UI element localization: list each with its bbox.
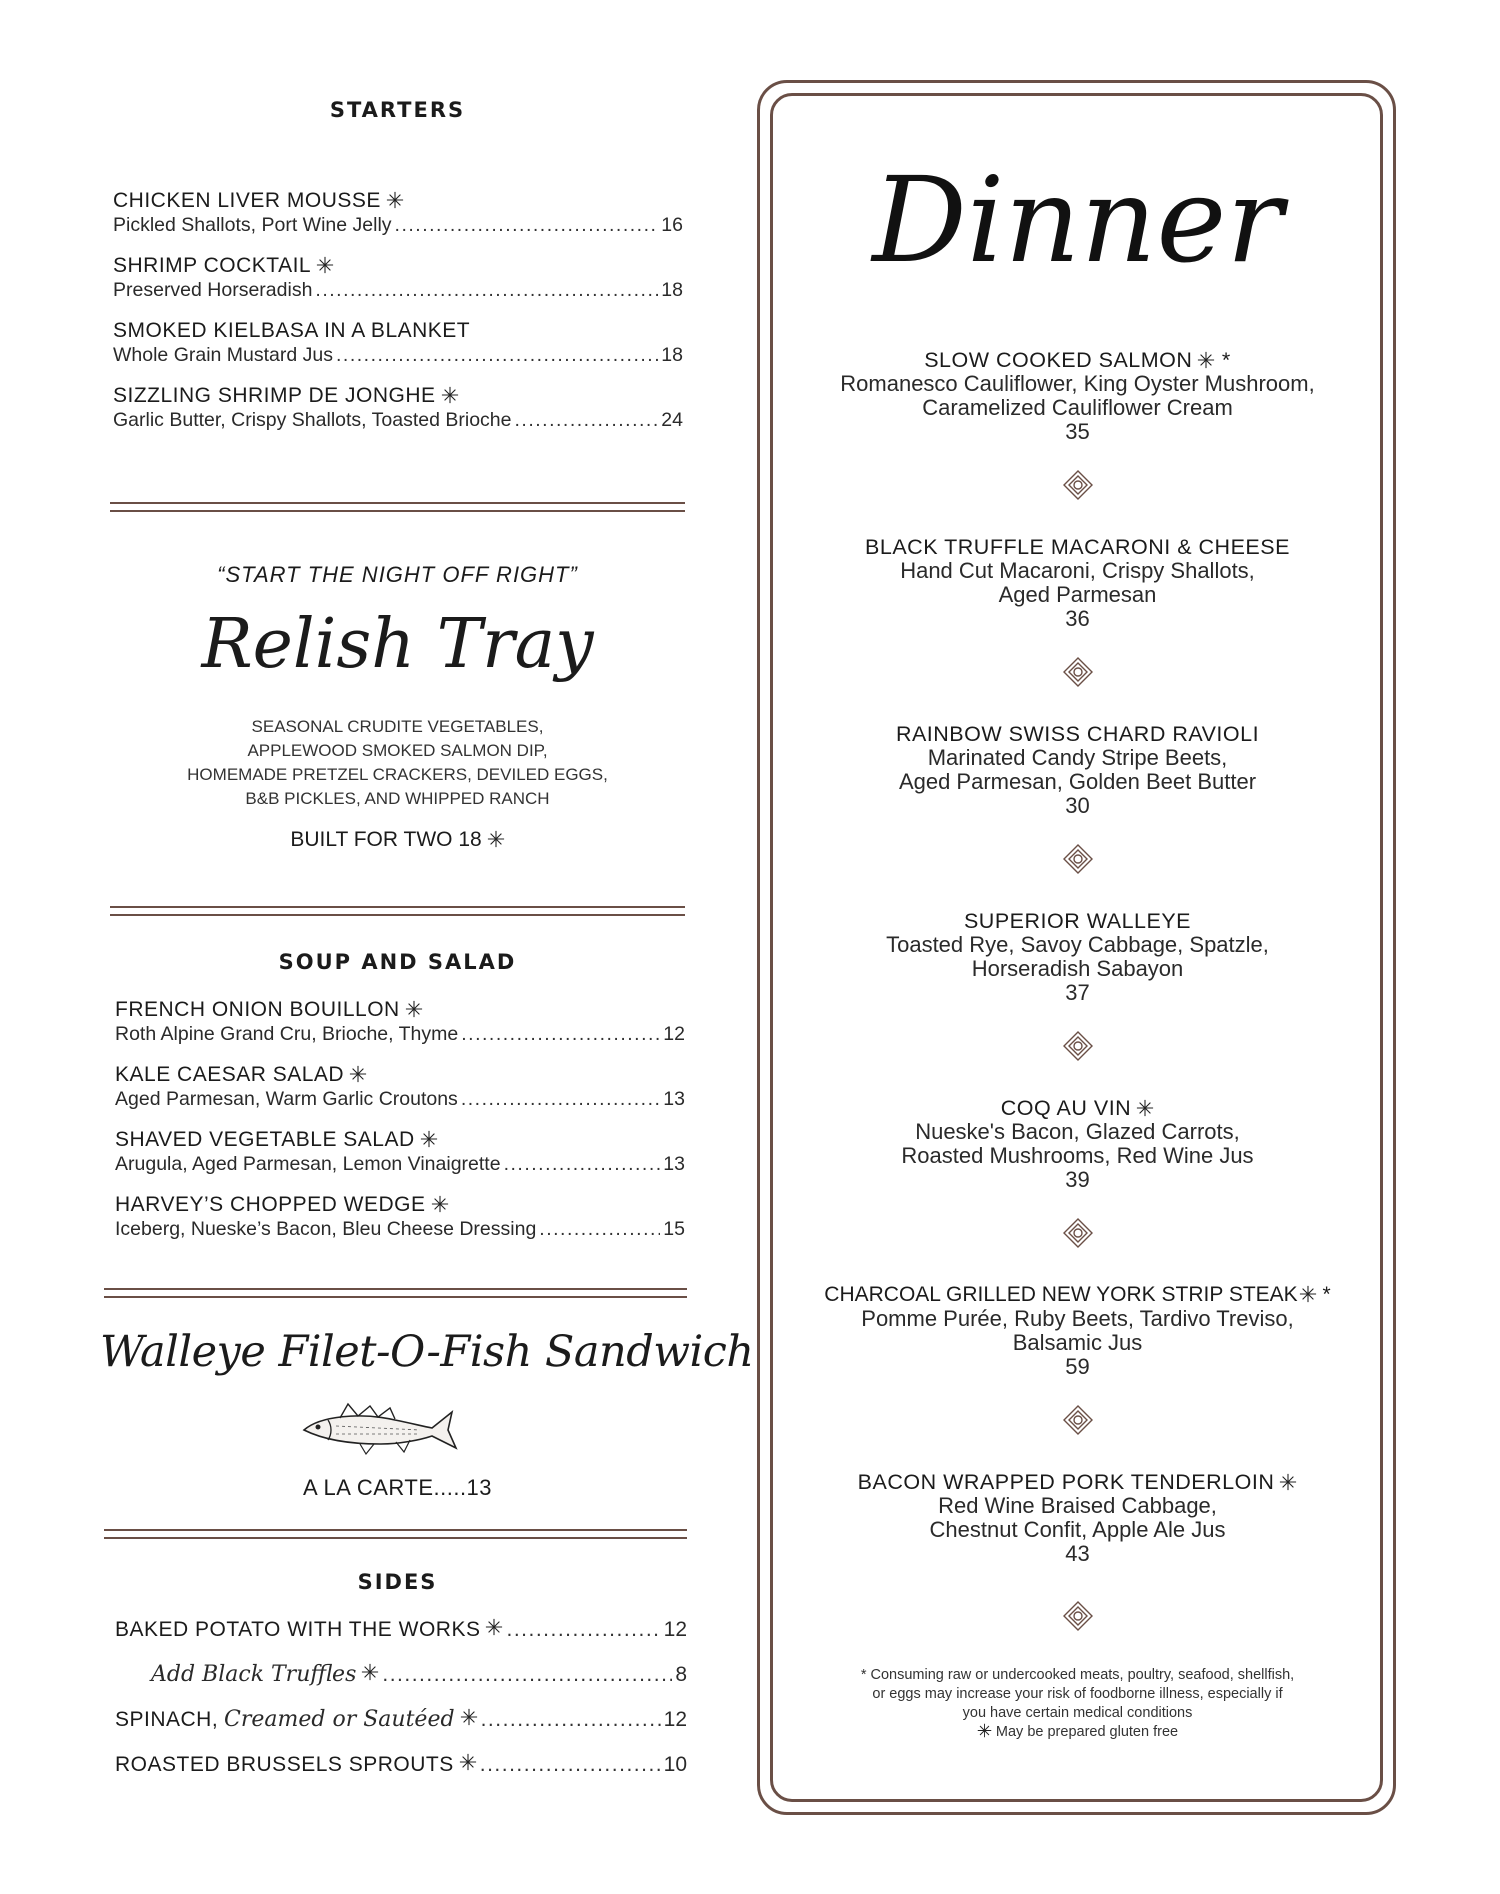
item-description: Pickled Shallots, Port Wine Jelly bbox=[113, 214, 392, 236]
dinner-dish bbox=[790, 1470, 1365, 1566]
item-name: FRENCH ONION BOUILLON bbox=[115, 998, 400, 1021]
item-price: 13 bbox=[663, 1153, 685, 1175]
item-name: SIZZLING SHRIMP DE JONGHE bbox=[113, 384, 436, 407]
item-name: CHICKEN LIVER MOUSSE bbox=[113, 189, 381, 212]
raw-warning-mark: * bbox=[1322, 1283, 1331, 1306]
dish-description: Toasted Rye, Savoy Cabbage, Spatzle, bbox=[886, 932, 1269, 957]
item-price: 12 bbox=[663, 1618, 687, 1641]
menu-item bbox=[113, 253, 683, 302]
diamond-ornament-icon bbox=[1063, 657, 1093, 687]
item-description: Iceberg, Nueske’s Bacon, Bleu Cheese Dressing bbox=[115, 1218, 537, 1240]
fish-icon bbox=[300, 1398, 460, 1458]
note-line: you have certain medical conditions bbox=[962, 1705, 1193, 1721]
menu-item bbox=[115, 1192, 685, 1241]
dish-price: 36 bbox=[1065, 606, 1090, 631]
relish-description bbox=[110, 715, 685, 811]
dish-price: 35 bbox=[1065, 419, 1090, 444]
dish-description: Chestnut Confit, Apple Ale Jus bbox=[929, 1517, 1226, 1542]
dish-description: Balsamic Jus bbox=[1012, 1330, 1143, 1355]
soup-salad-list bbox=[115, 997, 685, 1257]
item-name: HARVEY’S CHOPPED WEDGE bbox=[115, 1193, 426, 1216]
starters-title: STARTERS bbox=[329, 98, 466, 122]
dish-price: 37 bbox=[1065, 980, 1090, 1005]
dish-name: CHARCOAL GRILLED NEW YORK STRIP STEAK bbox=[824, 1283, 1298, 1306]
diamond-ornament-icon bbox=[1063, 1218, 1093, 1248]
gluten-free-star-icon bbox=[349, 1065, 367, 1083]
item-price: 8 bbox=[675, 1663, 687, 1686]
dish-name: BLACK TRUFFLE MACARONI & CHEESE bbox=[865, 535, 1290, 559]
dish-name: RAINBOW SWISS CHARD RAVIOLI bbox=[895, 722, 1260, 746]
menu-item bbox=[115, 1753, 687, 1777]
dinner-dish bbox=[790, 1096, 1365, 1192]
item-price: 18 bbox=[661, 344, 683, 366]
relish-tray-title: Relish Tray bbox=[201, 605, 594, 684]
item-style-option: Creamed or Sautéed bbox=[224, 1707, 455, 1732]
item-price: 12 bbox=[663, 1708, 687, 1731]
gluten-free-star-icon bbox=[460, 1708, 478, 1726]
item-description: Preserved Horseradish bbox=[113, 279, 313, 301]
dinner-dish bbox=[790, 722, 1365, 818]
item-name: SHAVED VEGETABLE SALAD bbox=[115, 1128, 415, 1151]
gluten-free-star-icon bbox=[361, 1663, 379, 1681]
dinner-list bbox=[790, 348, 1365, 1742]
gluten-free-star-icon bbox=[1136, 1099, 1154, 1117]
menu-item bbox=[115, 1127, 685, 1176]
gluten-free-star-icon bbox=[459, 1753, 477, 1771]
dish-price: 59 bbox=[1065, 1354, 1090, 1379]
menu-item bbox=[113, 383, 683, 432]
dish-price: 43 bbox=[1065, 1541, 1090, 1566]
item-price: 24 bbox=[661, 409, 683, 431]
gluten-free-star-icon bbox=[1197, 351, 1215, 369]
relish-tagline: “START THE NIGHT OFF RIGHT” bbox=[217, 562, 578, 587]
item-price: 13 bbox=[663, 1088, 685, 1110]
gluten-free-star-icon bbox=[1279, 1473, 1297, 1491]
gluten-free-star-icon bbox=[1299, 1285, 1317, 1303]
dish-description: Roasted Mushrooms, Red Wine Jus bbox=[901, 1143, 1254, 1168]
menu-item bbox=[115, 1663, 687, 1687]
section-divider bbox=[104, 1288, 687, 1298]
item-name: Add Black Truffles bbox=[151, 1662, 357, 1687]
item-price: 16 bbox=[661, 214, 683, 236]
item-description: Garlic Butter, Crispy Shallots, Toasted Brioche bbox=[113, 409, 512, 431]
menu-item bbox=[113, 188, 683, 237]
section-divider bbox=[110, 906, 685, 916]
gluten-free-star-icon bbox=[431, 1195, 449, 1213]
soup-salad-title: SOUP AND SALAD bbox=[278, 950, 517, 974]
starters-list bbox=[113, 188, 683, 448]
dish-description: Nueske's Bacon, Glazed Carrots, bbox=[915, 1119, 1240, 1144]
menu-item bbox=[115, 1062, 685, 1111]
item-name: SPINACH, bbox=[115, 1708, 219, 1731]
dinner-dish bbox=[790, 909, 1365, 1005]
item-name: BAKED POTATO WITH THE WORKS bbox=[115, 1618, 481, 1641]
gluten-free-star-icon bbox=[405, 1000, 423, 1018]
gluten-free-star-icon bbox=[485, 1618, 503, 1636]
dinner-dish bbox=[790, 348, 1365, 444]
gluten-free-star-icon bbox=[487, 830, 505, 848]
gluten-free-star-icon bbox=[386, 191, 404, 209]
dish-name: BACON WRAPPED PORK TENDERLOIN bbox=[857, 1470, 1275, 1494]
item-name: ROASTED BRUSSELS SPROUTS bbox=[115, 1753, 454, 1776]
diamond-ornament-icon bbox=[1063, 844, 1093, 874]
item-name: SHRIMP COCKTAIL bbox=[113, 254, 312, 277]
dish-description: Caramelized Cauliflower Cream bbox=[922, 395, 1233, 420]
dinner-dish bbox=[790, 1283, 1365, 1379]
dish-description: Aged Parmesan, Golden Beet Butter bbox=[898, 769, 1257, 794]
diamond-ornament-icon bbox=[1063, 1601, 1093, 1631]
diamond-ornament-icon bbox=[1063, 1405, 1093, 1435]
note-line: * Consuming raw or undercooked meats, poultry, seafood, shellfish, bbox=[860, 1667, 1295, 1683]
dish-description: Hand Cut Macaroni, Crispy Shallots, bbox=[900, 558, 1255, 583]
gluten-free-star-icon bbox=[316, 256, 334, 274]
dish-description: Pomme Purée, Ruby Beets, Tardivo Treviso, bbox=[861, 1306, 1294, 1331]
dish-description: Romanesco Cauliflower, King Oyster Mushroom, bbox=[840, 371, 1315, 396]
dish-name: SLOW COOKED SALMON bbox=[924, 348, 1193, 372]
note-line: or eggs may increase your risk of foodborne illness, especially if bbox=[872, 1686, 1283, 1702]
item-price: 15 bbox=[663, 1218, 685, 1240]
diamond-ornament-icon bbox=[1063, 470, 1093, 500]
item-description: Aged Parmesan, Warm Garlic Croutons bbox=[115, 1088, 458, 1110]
dish-name: SUPERIOR WALLEYE bbox=[963, 909, 1192, 933]
item-description: Arugula, Aged Parmesan, Lemon Vinaigrette bbox=[115, 1153, 501, 1175]
gluten-free-star-icon bbox=[977, 1723, 992, 1738]
sides-list bbox=[115, 1618, 687, 1777]
allergen-notes bbox=[790, 1666, 1365, 1742]
item-name: SMOKED KIELBASA IN A BLANKET bbox=[113, 319, 471, 342]
menu-item bbox=[113, 318, 683, 367]
section-divider bbox=[104, 1529, 687, 1539]
dish-name: COQ AU VIN bbox=[1000, 1096, 1132, 1120]
dish-price: 39 bbox=[1065, 1167, 1090, 1192]
relish-line: HOMEMADE PRETZEL CRACKERS, DEVILED EGGS, bbox=[187, 765, 608, 784]
dish-description: Red Wine Braised Cabbage, bbox=[938, 1493, 1217, 1518]
walleye-price: A LA CARTE.....13 bbox=[302, 1475, 493, 1500]
dinner-title: Dinner bbox=[872, 151, 1283, 289]
item-price: 12 bbox=[663, 1023, 685, 1045]
raw-warning-mark: * bbox=[1221, 348, 1231, 372]
sides-title: SIDES bbox=[357, 1570, 438, 1594]
relish-line: APPLEWOOD SMOKED SALMON DIP, bbox=[247, 741, 548, 760]
section-divider bbox=[110, 502, 685, 512]
item-description: Roth Alpine Grand Cru, Brioche, Thyme bbox=[115, 1023, 459, 1045]
item-description: Whole Grain Mustard Jus bbox=[113, 344, 333, 366]
dish-price: 30 bbox=[1065, 793, 1090, 818]
relish-line: SEASONAL CRUDITE VEGETABLES, bbox=[251, 717, 544, 736]
menu-item bbox=[115, 1708, 687, 1732]
menu-item bbox=[115, 1618, 687, 1642]
dinner-dish bbox=[790, 535, 1365, 631]
dish-description: Horseradish Sabayon bbox=[971, 956, 1184, 981]
gluten-free-star-icon bbox=[420, 1130, 438, 1148]
relish-built-for-two: BUILT FOR TWO 18 bbox=[110, 828, 685, 852]
menu-item bbox=[115, 997, 685, 1046]
gluten-free-note: May be prepared gluten free bbox=[995, 1724, 1179, 1740]
diamond-ornament-icon bbox=[1063, 1031, 1093, 1061]
dish-description: Aged Parmesan bbox=[998, 582, 1157, 607]
walleye-sandwich-title: Walleye Filet-O-Fish Sandwich bbox=[100, 1327, 754, 1377]
item-price: 10 bbox=[663, 1753, 687, 1776]
gluten-free-star-icon bbox=[441, 386, 459, 404]
relish-line: B&B PICKLES, AND WHIPPED RANCH bbox=[245, 789, 550, 808]
dish-description: Marinated Candy Stripe Beets, bbox=[927, 745, 1228, 770]
item-name: KALE CAESAR SALAD bbox=[115, 1063, 345, 1086]
item-price: 18 bbox=[661, 279, 683, 301]
